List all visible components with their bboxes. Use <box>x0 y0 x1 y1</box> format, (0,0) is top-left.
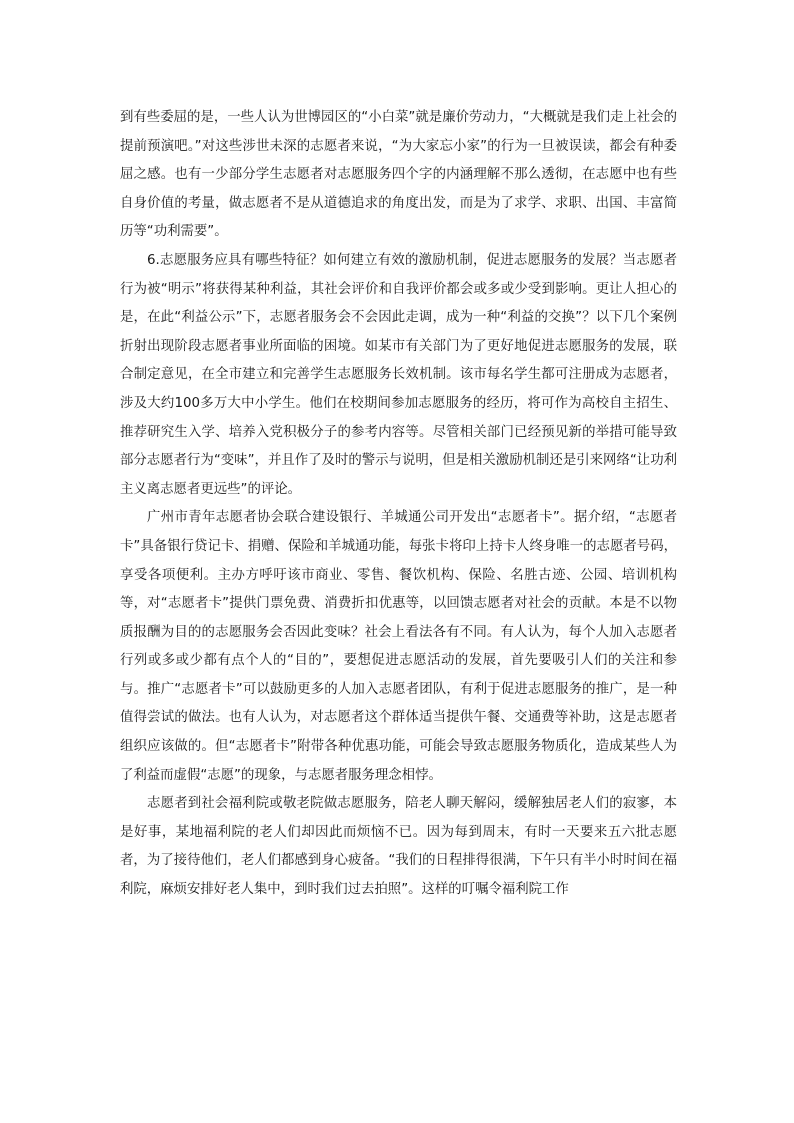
paragraph-welfare-home: 志愿者到社会福利院或敬老院做志愿服务，陪老人聊天解闷，缓解独居老人们的寂寥，本是好事，某地福利院的老人们却因此而烦恼不已。因为每到周末，有时一天要来五六批志愿者，为了接待他们，老人们都感到身心疲备。“我们的日程排得很满，下午只有半小时时间在福利院，麻烦安排好老人集中，到时我们过去拍照”。这样的叮嘱令福利院工作 <box>120 796 677 898</box>
paragraph-question-6: 6.志愿服务应具有哪些特征？如何建立有效的激励机制，促进志愿服务的发展？当志愿者行为被“明示”将获得某种利益，其社会评价和自我评价都会或多或少受到影响。更让人担心的是，在此“利益公示”下，志愿者服务会不会因此走调，成为一种“利益的交换”？以下几个案例折射出现阶段志愿者事业所面临的困境。如某市有关部门为了更好地促进志愿服务的发展，联合制定意见，在全市建立和完善学生志愿服务长效机制。该市每名学生都可注册成为志愿者，涉及大约100多万大中小学生。他们在校期间参加志愿服务的经历，将可作为高校自主招生、推荐研究生入学、培养入党积极分子的参考内容等。尽管相关部门已经预见新的举措可能导致部分志愿者行为“变味”，并且作了及时的警示与说明，但是相关激励机制还是引来网络“让功利主义离志愿者更远些”的评论。 <box>120 252 677 497</box>
paragraph-continuation: 到有些委屈的是，一些人认为世博园区的“小白菜”就是廉价劳动力，“大概就是我们走上社会的提前预演吧。”对这些涉世未深的志愿者来说，“为大家忘小家”的行为一旦被误读，都会有种委屈之感。也有一少部分学生志愿者对志愿服务四个字的内涵理解不那么透彻，在志愿中也有些自身价值的考量，做志愿者不是从道德追求的角度出发，而是为了求学、求职、出国、丰富简历等“功利需要”。 <box>120 110 677 240</box>
paragraph-volunteer-card: 广州市青年志愿者协会联合建设银行、羊城通公司开发出“志愿者卡”。据介绍，“志愿者卡”具备银行贷记卡、捐赠、保险和羊城通功能，每张卡将印上持卡人终身唯一的志愿者号码，享受各项便利。主办方呼吁该市商业、零售、餐饮机构、保险、名胜古迹、公园、培训机构等，对“志愿者卡”提供门票免费、消费折扣优惠等，以回馈志愿者对社会的贡献。本是不以物质报酬为目的的志愿服务会否因此变味？社会上看法各有不同。有人认为，每个人加入志愿者行列或多或少都有点个人的“目的”，要想促进志愿活动的发展，首先要吸引人们的关注和参与。推广“志愿者卡”可以鼓励更多的人加入志愿者团队，有利于促进志愿服务的推广，是一种值得尝试的做法。也有人认为，对志愿者这个群体适当提供午餐、交通费等补助，这是志愿者组织应该做的。但“志愿者卡”附带各种优惠功能，可能会导致志愿服务物质化，造成某些人为了利益而虚假“志愿”的现象，与志愿者服务理念相悖。 <box>120 510 677 783</box>
document-body <box>120 104 677 905</box>
